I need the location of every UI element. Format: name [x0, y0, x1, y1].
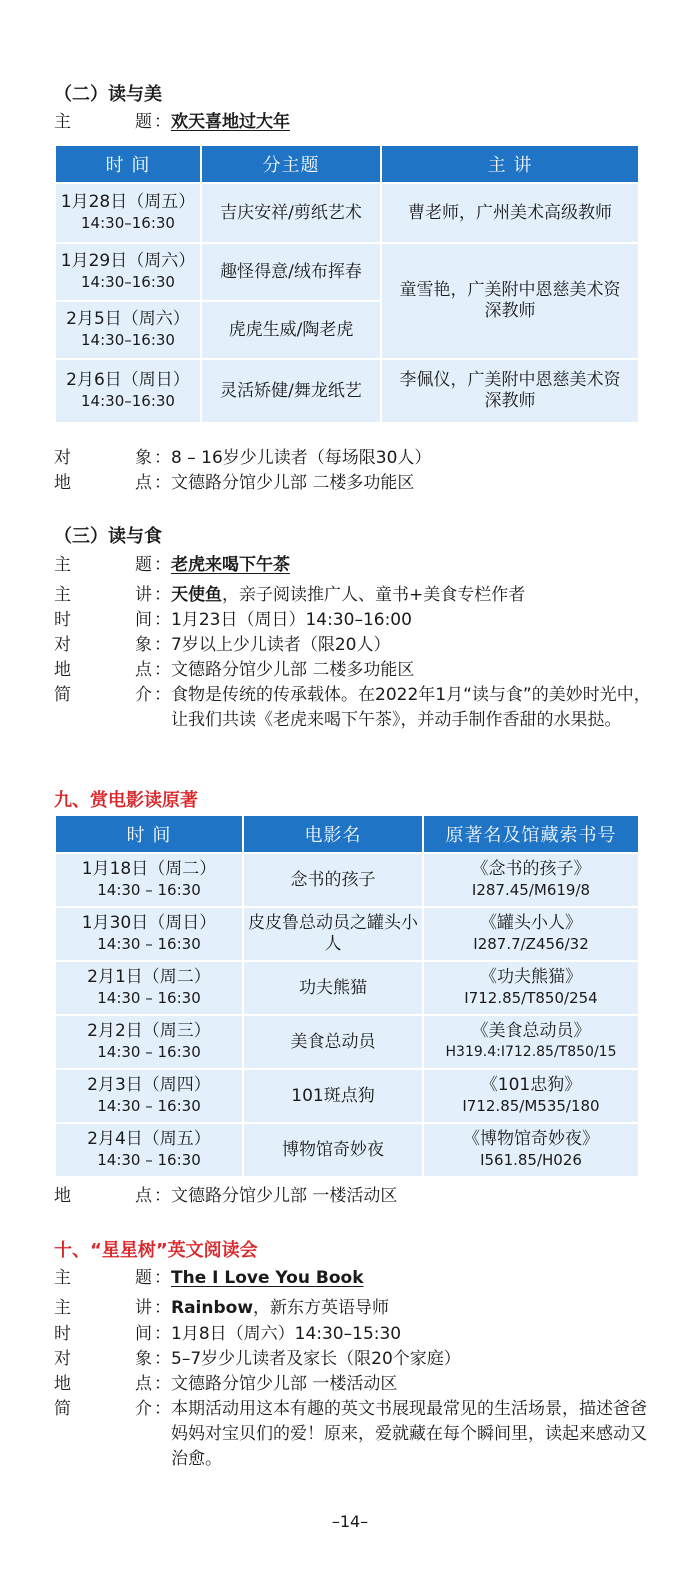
s10-theme-row: 主 题 ： The I Love You Book: [54, 1268, 364, 1288]
s2-theme: 欢天喜地过大年: [171, 112, 290, 132]
header-lecturer: 主 讲: [381, 145, 639, 183]
s10-speaker-row: 主 讲 ： Rainbow，新东方英语导师: [54, 1298, 390, 1318]
s3-speaker-row: 主 讲 ： 天使鱼，亲子阅读推广人、童书+美食专栏作者: [54, 585, 526, 605]
table-row: 2月5日（周六） 14:30–16:30 虎虎生威/陶老虎: [55, 301, 639, 359]
section-heading-read-food: （三）读与食: [54, 526, 162, 547]
s9-place-row: 地 点 ： 文德路分馆少儿部 一楼活动区: [54, 1186, 398, 1206]
page-number: –14–: [331, 1512, 369, 1531]
s2-schedule-table: [54, 144, 640, 424]
table-row: 1月29日（周六） 14:30–16:30 趣怪得意/绒布挥春 童雪艳，广美附中恩慈美术资深教师: [55, 243, 639, 301]
table-header-row: 时 间 电影名 原著名及馆藏索书号: [55, 815, 639, 853]
table-header-row: [55, 145, 639, 183]
s3-theme-row: 主 题 ： 老虎来喝下午茶: [54, 555, 290, 575]
s2-audience-row: 对 象 ： 8 – 16岁少儿读者（每场限30人）: [54, 448, 432, 468]
s9-film-table: [54, 814, 640, 1178]
section-heading-english-reading: 十、“星星树”英文阅读会: [54, 1240, 258, 1261]
table-row: 2月6日（周日） 14:30–16:30 灵活矫健/舞龙纸艺 李佩仪，广美附中恩慈美术资深教师: [55, 359, 639, 423]
s2-theme-row: 主 题 ： 欢天喜地过大年: [54, 110, 654, 135]
table-row: 1月28日（周五） 14:30–16:30 吉庆安祥/剪纸艺术 曹老师，广州美术高级教师: [55, 183, 639, 243]
s2-place-row: 地 点 ： 文德路分馆少儿部 二楼多功能区: [54, 473, 415, 493]
table-row: 2月1日（周二） 14:30 – 16:30 功夫熊猫 《功夫熊猫》 I712.85/T850/254: [55, 961, 639, 1015]
s3-audience-row: 对 象 ： 7岁以上少儿读者（限20人）: [54, 635, 391, 655]
s10-place-row: 地 点 ： 文德路分馆少儿部 一楼活动区: [54, 1374, 398, 1394]
header-time: 时 间: [55, 145, 201, 183]
header-subtopic: 分主题: [201, 145, 381, 183]
s10-audience-row: 对 象 ： 5–7岁少儿读者及家长（限20个家庭）: [54, 1349, 461, 1369]
table-row: 1月30日（周日） 14:30 – 16:30 皮皮鲁总动员之罐头小人 《罐头小人》 I287.7/Z456/32: [55, 907, 639, 961]
section-heading-film: 九、赏电影读原著: [54, 790, 198, 811]
section-heading-read-beauty: （二）读与美: [54, 84, 162, 105]
table-row: 2月2日（周三） 14:30 – 16:30 美食总动员 《美食总动员》 H319.4:I712.85/T850/15: [55, 1015, 639, 1069]
table-row: 1月18日（周二） 14:30 – 16:30 念书的孩子 《念书的孩子》 I287.45/M619/8: [55, 853, 639, 907]
s3-place-row: 地 点 ： 文德路分馆少儿部 二楼多功能区: [54, 660, 415, 680]
table-row: 2月4日（周五） 14:30 – 16:30 博物馆奇妙夜 《博物馆奇妙夜》 I561.85/H026: [55, 1123, 639, 1177]
s3-intro-row: 简 介 ： 食物是传统的传承载体。在2022年1月“读与食”的美妙时光中，让我们共读《老虎来喝下午茶》，并动手制作香甜的水果挞。: [54, 685, 651, 730]
table-row: 2月3日（周四） 14:30 – 16:30 101斑点狗 《101忠狗》 I712.85/M535/180: [55, 1069, 639, 1123]
s3-time-row: 时 间 ： 1月23日（周日）14:30–16:00: [54, 610, 412, 630]
s10-time-row: 时 间 ： 1月8日（周六）14:30–15:30: [54, 1324, 402, 1344]
s10-intro-row: 简 介 ： 本期活动用这本有趣的英文书展现最常见的生活场景，描述爸爸妈妈对宝贝们的爱！原来，爱就藏在每个瞬间里，读起来感动又治愈。: [54, 1399, 647, 1469]
